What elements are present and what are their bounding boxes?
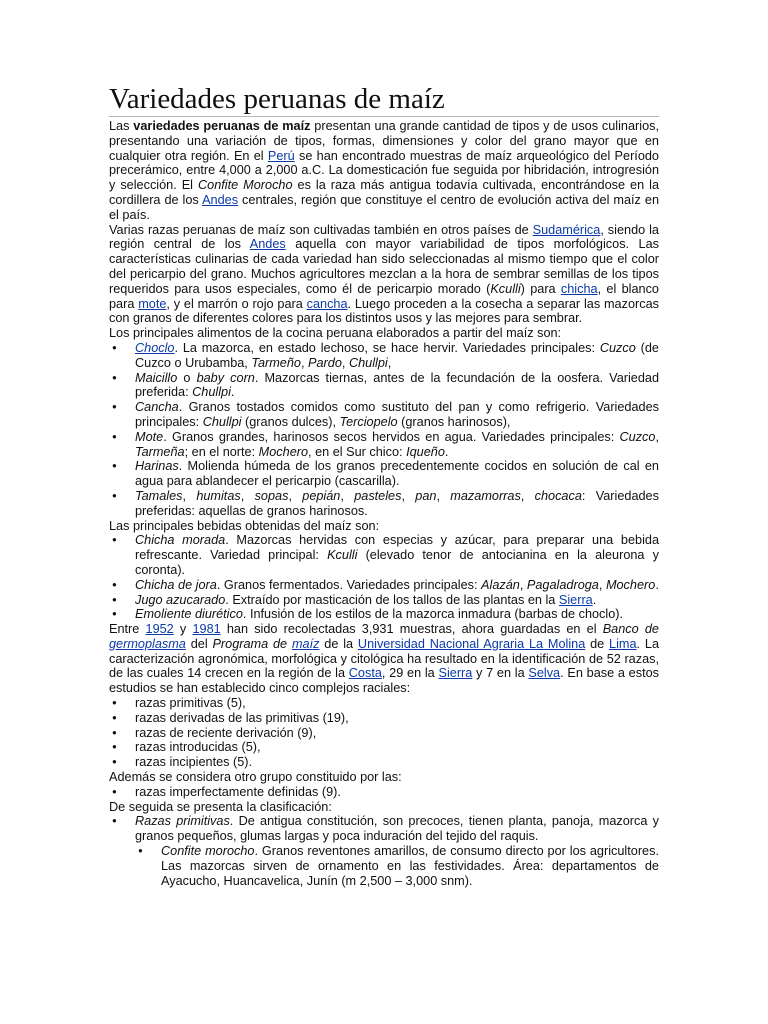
italic-term: Iqueño	[406, 444, 445, 459]
text: ,	[182, 488, 197, 503]
italic-term: Terciopelo	[339, 414, 398, 429]
italic-term: Jugo azucarado	[135, 592, 226, 607]
text: , el blanco para	[109, 281, 659, 311]
text: ,	[387, 355, 392, 370]
link-costa[interactable]: Costa	[348, 666, 382, 681]
text: .	[444, 444, 449, 459]
text: . Infusión de los estilos de la mazorca inmadura (barbas de choclo).	[242, 607, 624, 622]
list-item	[109, 341, 659, 371]
italic-term: Confite Morocho	[197, 178, 293, 193]
italic-term: Harinas	[135, 459, 179, 474]
italic-term: Cancha	[135, 400, 179, 415]
text: (granos harinosos),	[397, 414, 511, 429]
text: .	[592, 592, 597, 607]
text: . Granos fermentados. Variedades principales:	[216, 577, 482, 592]
list-item	[109, 533, 659, 577]
text: ,	[300, 355, 309, 370]
text: Entre	[109, 622, 146, 637]
text: aquella con mayor variabilidad de tipos morfológicos. Las características culinarias de cada variedad han sido seleccionadas al mismo tiempo que el color del pericarpio del grano. Muchos agricultores mezclan a la hora de sembrar semillas de los tipos requeridos para usos especiales, como él de pericarpio morado (	[109, 237, 659, 296]
link-maiz[interactable]	[292, 637, 320, 651]
text: ,	[401, 488, 416, 503]
text: . En base a estos estudios se han establecido cinco complejos raciales:	[109, 666, 659, 696]
other-intro: Además se considera otro grupo constituido por las:	[109, 770, 402, 785]
italic-term: Chicha morada	[135, 533, 226, 548]
classification-intro: De seguida se presenta la clasificación:	[109, 799, 332, 814]
text: : Variedades preferidas: aquellas de granos harinosos.	[135, 488, 659, 518]
italic-term: sopas	[254, 488, 289, 503]
intro-paragraph	[109, 119, 659, 223]
foods-intro: Los principales alimentos de la cocina peruana elaborados a partir del maíz son:	[109, 326, 562, 341]
italic-term: pan	[415, 488, 437, 503]
link-mote[interactable]: mote	[138, 296, 167, 311]
link-peru[interactable]: Perú	[267, 148, 295, 163]
list-item	[109, 459, 659, 489]
foods-list	[109, 341, 659, 519]
italic-term: Razas primitivas	[135, 814, 230, 829]
list-item	[109, 607, 659, 622]
italic-term: Chullpi	[202, 414, 242, 429]
text: . Molienda húmeda de los granos precedentemente cocidos en solución de cal en agua para ablandecer el pericarpio (cascarilla).	[135, 459, 659, 489]
italic-term: Pagaladroga	[526, 577, 599, 592]
text: . Granos tostados comidos como sustituto del pan y como refrigerio. Variedades principales:	[135, 400, 659, 429]
varieties-paragraph	[109, 223, 659, 327]
collection-paragraph	[109, 622, 659, 696]
text: se han encontrado muestras de maíz arqueológico del Período precerámico, entre 4,000 a 2,000 a.C. La domesticación fue seguida por hibridación, introgresión y selección. El	[109, 148, 659, 193]
list-item	[135, 844, 659, 888]
text: . Granos grandes, harinosos secos hervidos en agua. Variedades principales:	[163, 429, 620, 444]
list-item	[109, 814, 659, 844]
link-choclo[interactable]	[135, 341, 175, 355]
text: o	[177, 370, 197, 385]
italic-term: Chullpi	[348, 355, 388, 370]
link-1981[interactable]: 1981	[192, 622, 221, 637]
link-selva[interactable]: Selva	[528, 666, 561, 681]
italic-term: Mote	[135, 429, 164, 444]
text: , y el marrón o rojo para	[166, 296, 307, 311]
text: , en el Sur chico:	[308, 444, 407, 459]
italic-term: Emoliente diurético	[135, 607, 243, 622]
text: centrales, región que constituye el centro de evolución activa del maíz en el país.	[109, 192, 660, 222]
italic-term: Cuzco	[599, 340, 636, 355]
italic-term: chocaca	[534, 488, 582, 503]
italic-term: Tarmeño	[251, 355, 301, 370]
link-1952[interactable]: 1952	[145, 622, 174, 637]
italic-term: baby corn	[196, 370, 255, 385]
italic-term: Kculli	[490, 281, 521, 296]
italic-term: humitas	[196, 488, 241, 503]
drinks-intro: Las principales bebidas obtenidas del maíz son:	[109, 518, 380, 533]
italic-term: pasteles	[354, 488, 402, 503]
link-andes[interactable]: Andes	[202, 192, 239, 207]
italic-term: Cuzco	[619, 429, 656, 444]
text: ,	[520, 488, 535, 503]
italic-term: Chicha de jora	[135, 577, 217, 592]
text: ) para	[520, 281, 561, 296]
text: .	[655, 577, 659, 592]
list-item: ● razas incipientes (5).	[109, 755, 659, 770]
text: y 7 en la	[472, 666, 529, 681]
text: ,	[436, 488, 451, 503]
italic-term: Chullpi	[192, 385, 231, 400]
text: (granos dulces),	[241, 414, 340, 429]
text: ,	[340, 488, 355, 503]
list-item	[109, 371, 659, 401]
link-sudamerica[interactable]: Sudamérica	[532, 222, 601, 237]
text: . De antigua constitución, son precoces, tienen planta, panoja, mazorca y granos pequeños, glumas largas y poca induración del tejido del raquis.	[135, 814, 659, 844]
link-cancha[interactable]: cancha	[306, 296, 348, 311]
italic-term: Pardo	[308, 355, 342, 370]
link-universidad[interactable]: Universidad Nacional Agraria La Molina	[357, 636, 586, 651]
text: ,	[341, 355, 349, 370]
text: (elevado tenor de antocianina en la aleurona y coronta).	[135, 548, 659, 577]
text: . Luego proceden a la cosecha a separar las mazorcas con granos de diferentes colores para los distintos usos y las mejores para sembrar.	[109, 296, 659, 326]
text: .	[230, 385, 235, 400]
text: ,	[240, 488, 255, 503]
list-item	[109, 430, 659, 460]
italic-term: Banco de	[602, 622, 659, 637]
italic-term: Maicillo	[135, 370, 178, 385]
text: ,	[519, 577, 527, 592]
text: . Mazorcas hervidas con especias y azúcar, para preparar una bebida refrescante. Variedad principal:	[135, 533, 660, 563]
other-list	[109, 785, 659, 800]
link-germoplasma[interactable]	[109, 637, 186, 651]
text: . Mazorcas tiernas, antes de la fecundación de la oosfera. Variedad preferida:	[135, 370, 660, 400]
text: ,	[598, 577, 606, 592]
list-item: ● razas introducidas (5),	[109, 740, 659, 755]
list-item: ● razas de reciente derivación (9),	[109, 726, 659, 741]
italic-term: Mochero	[605, 577, 656, 592]
text: ,	[655, 429, 659, 444]
list-item: ● razas primitivas (5),	[109, 696, 659, 711]
italic-term: mazamorras	[450, 488, 521, 503]
text: de la	[319, 636, 358, 651]
text: es la raza más antigua todavía cultivada, encontrándose en la cordillera de los	[109, 178, 659, 207]
list-item: ● razas derivadas de las primitivas (19),	[109, 711, 659, 726]
list-item	[109, 489, 659, 519]
bold-term: variedades peruanas de maíz	[133, 119, 311, 133]
italic-term: pepián	[302, 488, 341, 503]
text: . La caracterización agronómica, morfológica y citológica ha resultado en la identificación de 52 razas, de las cuales 14 crecen en la región de la	[109, 636, 660, 681]
italic-term: Kculli	[327, 548, 358, 563]
text: y	[173, 622, 193, 637]
list-item: ● razas imperfectamente definidas (9).	[109, 785, 659, 800]
link-text: germoplasma	[109, 636, 186, 651]
text: , siendo la región central de los	[109, 222, 659, 252]
link-andes[interactable]: Andes	[249, 237, 286, 252]
link-text: maíz	[291, 636, 320, 651]
drinks-list	[109, 533, 659, 622]
italic-term: Mochero	[258, 444, 309, 459]
text: Varias razas peruanas de maíz son cultivadas también en otros países de	[109, 222, 533, 237]
italic-term: Tarmeña	[135, 444, 185, 459]
text: ,	[288, 488, 303, 503]
link-sierra[interactable]: Sierra	[438, 666, 473, 681]
text: han sido recolectadas 3,931 muestras, ahora guardadas en el	[220, 622, 603, 637]
primitive-races-list	[109, 844, 659, 888]
text: del	[185, 636, 213, 651]
text: (de Cuzco o Urubamba,	[135, 340, 659, 370]
list-item	[109, 400, 659, 430]
text: ; en el norte:	[184, 444, 259, 459]
complexes-list	[109, 696, 659, 770]
italic-term: Tamales	[135, 488, 183, 503]
italic-term: Confite morocho	[161, 844, 255, 859]
link-sierra[interactable]: Sierra	[558, 592, 593, 607]
link-text: Choclo	[135, 340, 175, 355]
article	[109, 84, 659, 888]
link-lima[interactable]: Lima	[609, 636, 637, 651]
text: . Extraído por masticación de los tallos de las plantas en la	[225, 592, 559, 607]
italic-term: Programa de	[212, 636, 292, 651]
italic-term: Alazán	[481, 577, 520, 592]
text: . Granos reventones amarillos, de consumo directo por los agricultores. Las mazorcas sirven de ornamento en las festividades. Área: departamentos de Ayacucho, Huancavelica, Junín (m 2,500 – 3,000 snm).	[161, 844, 659, 888]
link-chicha[interactable]: chicha	[560, 281, 598, 296]
text: . La mazorca, en estado lechoso, se hace hervir. Variedades principales:	[174, 340, 600, 355]
text: Las	[109, 119, 134, 133]
classification-list	[109, 814, 659, 844]
text: de	[585, 636, 610, 651]
page-title: Variedades peruanas de maíz	[109, 84, 659, 117]
text: presentan una grande cantidad de tipos y de usos culinarios, presentando una variación de tipos, formas, dimensiones y color del grano mayor que en cualquier otra región. En el	[109, 119, 659, 163]
list-item	[109, 578, 659, 593]
list-item	[109, 593, 659, 608]
text: , 29 en la	[381, 666, 439, 681]
